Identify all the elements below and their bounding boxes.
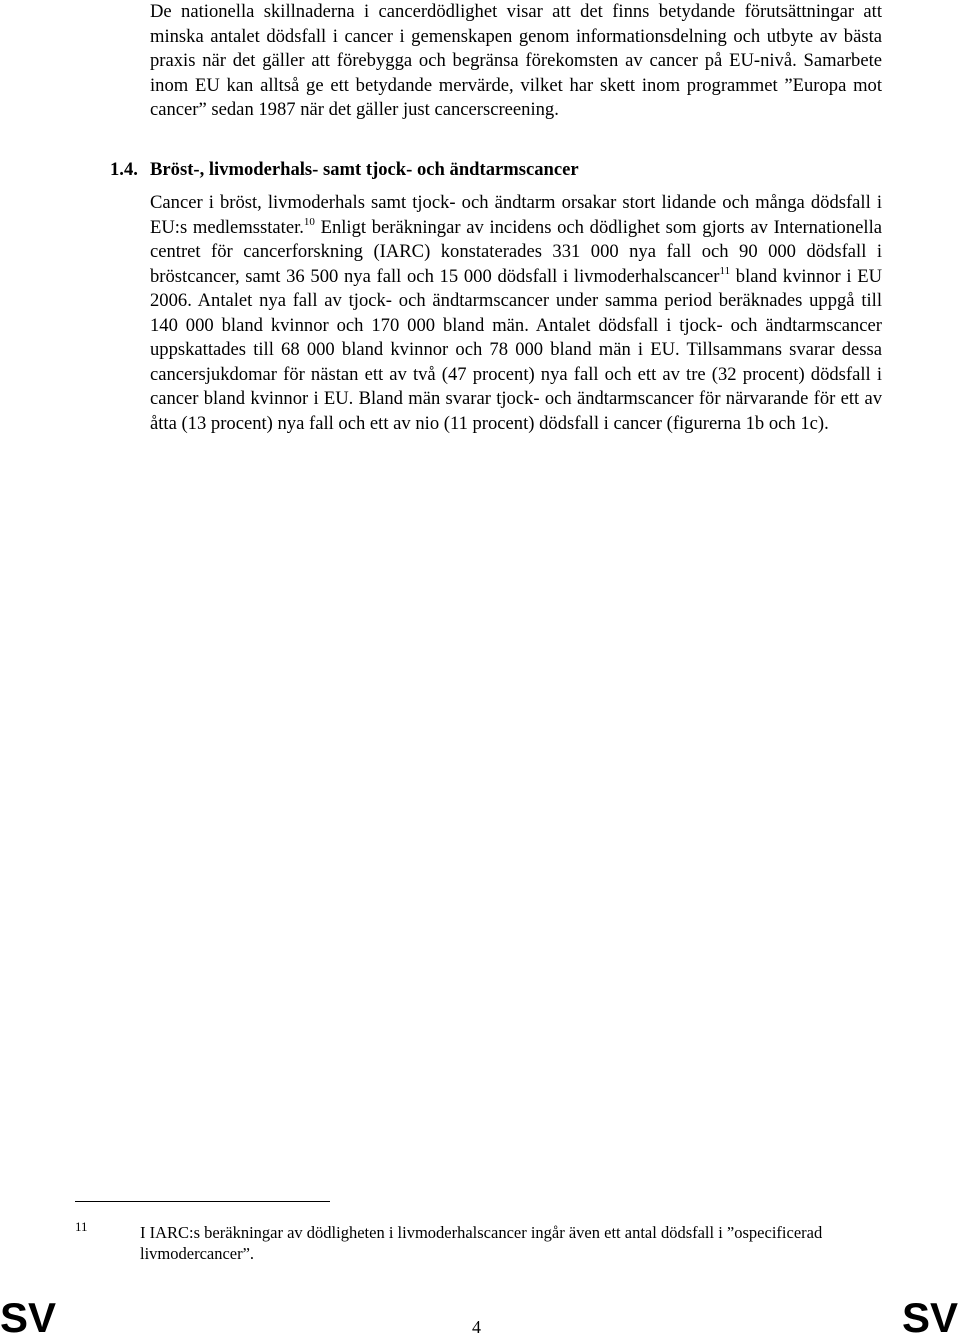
footnote-text: I IARC:s beräkningar av dödligheten i livmoderhalscancer ingår även ett antal dödsfall i ”ospecificerad livmodercancer”. (140, 1223, 823, 1263)
page-number: 4 (472, 1317, 481, 1337)
language-code-right: SV (901, 1294, 958, 1341)
footnote-ref-10[interactable]: 10 (303, 215, 315, 228)
paragraph-text: Cancer i bröst, livmoderhals samt tjock- och ändtarm orsakar stort lidande och många dödsfall i EU:s medlemsstater. (150, 192, 882, 238)
footnote-divider (75, 1201, 330, 1202)
section-paragraph (150, 191, 882, 436)
language-code-left: SV (0, 1294, 57, 1341)
footnote-ref-11[interactable]: 11 (719, 264, 731, 277)
footnote-number: 11 (75, 1219, 88, 1234)
section-title: Bröst-, livmoderhals- samt tjock- och ändtarmscancer (150, 159, 579, 180)
intro-paragraph: De nationella skillnaderna i cancerdödlighet visar att det finns betydande förutsättningar att minska antalet dödsfall i cancer i gemenskapen genom informationsdelning och utbyte av bästa praxis när det gäller att förebygga och begränsa förekomsten av cancer på EU-nivå. Samarbete inom EU kan alltså ge ett betydande mervärde, vilket har skett inom programmet ”Europa mot cancer” sedan 1987 när det gäller just cancerscreening. (150, 1, 882, 120)
paragraph-text: Enligt beräkningar av incidens och dödlighet som gjorts av Internationella centret för cancerforskning (IARC) konstaterades 331 000 nya fall och 90 000 dödsfall i bröstcancer, samt 36 500 nya fall och 15 000 dödsfall i livmoderhalscancer (150, 216, 882, 287)
section-number: 1.4. (110, 159, 138, 180)
paragraph-text: bland kvinnor i EU 2006. Antalet nya fall av tjock- och ändtarmscancer under samma period beräknades uppgå till 140 000 bland kvinnor och 170 000 bland män. Antalet dödsfall i tjock- och ändtarmscancer uppskattades till 68 000 bland kvinnor och 78 000 bland män i EU. Tillsammans svarar dessa cancersjukdomar för nästan ett av två (47 procent) nya fall och ett av tre (32 procent) dödsfall i cancer bland kvinnor i EU. Bland män svarar tjock- och ändtarmscancer för närvarande för ett av åtta (13 procent) nya fall och ett av nio (11 procent) dödsfall i cancer (figurerna 1b och 1c). (150, 265, 882, 434)
section-heading (110, 158, 882, 183)
